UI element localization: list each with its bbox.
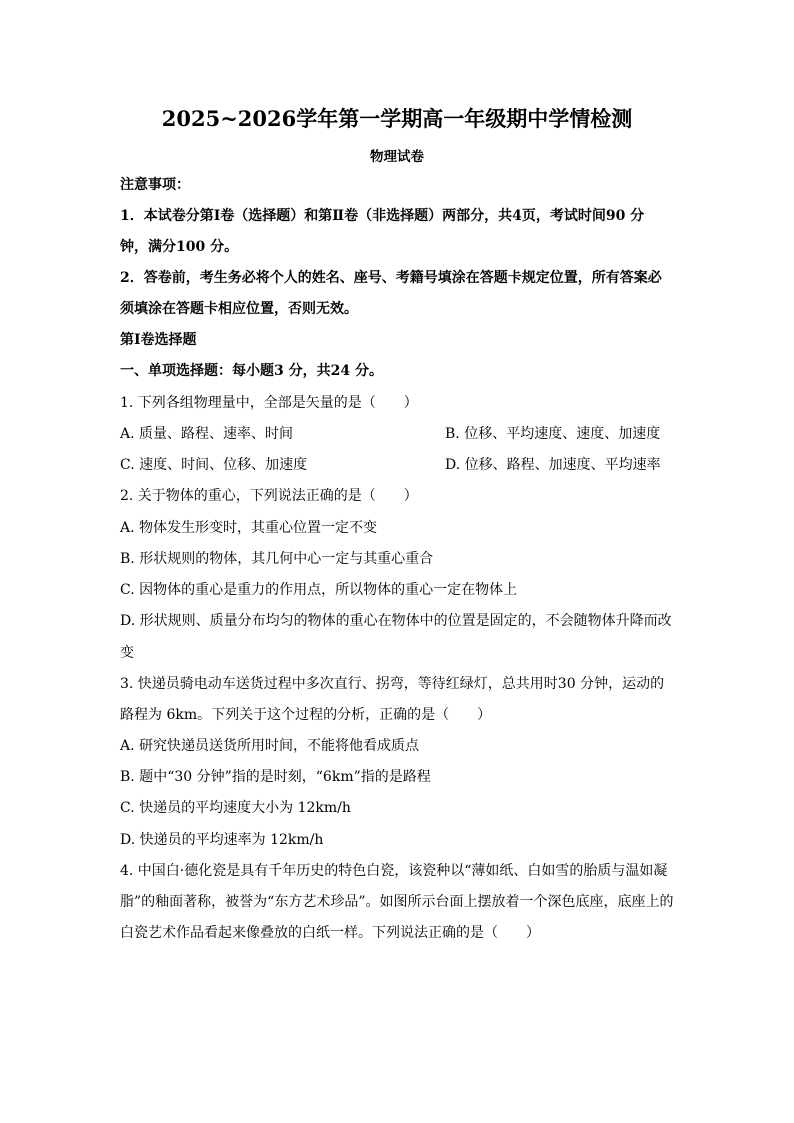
- question-2-option-c: C. 因物体的重心是重力的作用点，所以物体的重心一定在物体上: [120, 582, 518, 598]
- exam-subtitle: 物理试卷: [370, 149, 424, 165]
- question-4-stem-line-2: 脂”的釉面著称，被誉为“东方艺术珍品”。如图所示台面上摆放着一个深色底座，底座上的: [120, 894, 674, 910]
- section-heading: 第Ⅰ卷选择题: [120, 332, 197, 348]
- question-2-option-b: B. 形状规则的物体，其几何中心一定与其重心重合: [120, 551, 434, 567]
- question-1-option-d: D. 位移、路程、加速度、平均速率: [445, 457, 661, 473]
- notice-item-2-line-2: 须填涂在答题卡相应位置，否则无效。: [120, 301, 358, 317]
- notice-heading: 注意事项：: [120, 177, 190, 193]
- question-3-option-d: D. 快递员的平均速率为 12km/h: [120, 832, 324, 848]
- question-1-option-a: A. 质量、路程、速率、时间: [120, 426, 294, 442]
- question-3-stem-line-1: 3. 快递员骑电动车送货过程中多次直行、拐弯，等待红绿灯，总共用时30 分钟，运动的: [120, 676, 665, 692]
- notice-item-2-line-1: 2．答卷前，考生务必将个人的姓名、座号、考籍号填涂在答题卡规定位置，所有答案必: [120, 270, 662, 286]
- question-1-option-b: B. 位移、平均速度、速度、加速度: [445, 426, 661, 442]
- notice-item-1-line-1: 1．本试卷分第Ⅰ卷（选择题）和第Ⅱ卷（非选择题）两部分，共4页，考试时间90 分: [120, 208, 645, 224]
- question-4-stem-line-1: 4. 中国白·德化瓷是具有千年历史的特色白瓷，该瓷种以“薄如纸、白如雪的胎质与温如凝: [120, 863, 668, 879]
- question-3-option-b: B. 题中“30 分钟”指的是时刻，“6km”指的是路程: [120, 769, 431, 785]
- question-3-stem-line-2: 路程为 6km。下列关于这个过程的分析，正确的是（ ）: [120, 707, 492, 723]
- question-3-option-a: A. 研究快递员送货所用时间，不能将他看成质点: [120, 738, 420, 754]
- exam-title: 2025~2026学年第一学期高一年级期中学情检测: [161, 106, 633, 131]
- question-1-stem: 1. 下列各组物理量中，全部是矢量的是（ ）: [120, 395, 418, 411]
- question-2-option-a: A. 物体发生形变时，其重心位置一定不变: [120, 520, 378, 536]
- question-3-option-c: C. 快递员的平均速度大小为 12km/h: [120, 800, 351, 816]
- question-2-option-d-line-1: D. 形状规则、质量分布均匀的物体的重心在物体中的位置是固定的，不会随物体升降而改: [120, 613, 672, 629]
- question-2-stem: 2. 关于物体的重心，下列说法正确的是（ ）: [120, 488, 418, 504]
- question-1-option-c: C. 速度、时间、位移、加速度: [120, 457, 308, 473]
- notice-item-1-line-2: 钟，满分100 分。: [120, 239, 239, 255]
- question-4-stem-line-3: 白瓷艺术作品看起来像叠放的白纸一样。下列说法正确的是（ ）: [120, 925, 540, 941]
- part-heading: 一、单项选择题：每小题3 分，共24 分。: [120, 363, 383, 379]
- question-2-option-d-line-2: 变: [120, 645, 134, 661]
